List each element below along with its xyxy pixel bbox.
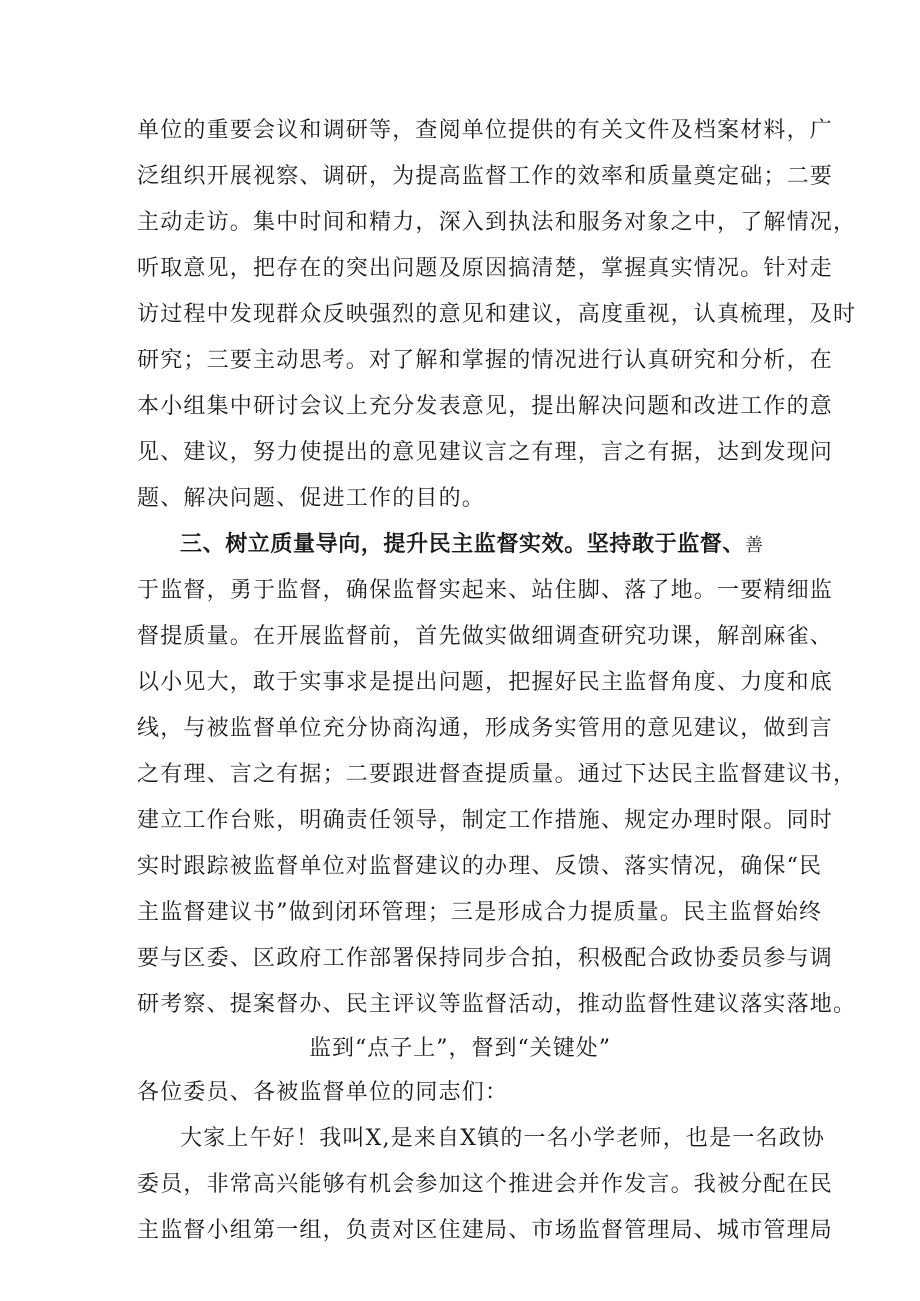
text-line: 单位的重要会议和调研等，查阅单位提供的有关文件及档案材料，广 (137, 118, 834, 143)
text-line: 线，与被监督单位充分协商沟通，形成务实管用的意见建议，做到言 (137, 716, 834, 741)
text-line: 实时跟踪被监督单位对监督建议的办理、反馈、落实情况，确保“民 (137, 854, 823, 879)
text-line: 研考察、提案督办、民主评议等监督活动，推动监督性建议落实落地。 (137, 992, 857, 1017)
text-line: 要与区委、区政府工作部署保持同步合拍，积极配合政协委员参与调 (137, 946, 834, 971)
text-line: 建立工作台账，明确责任领导，制定工作措施、规定办理时限。同时 (137, 808, 834, 833)
text-line: 大家上午好！我叫X,是来自X镇的一名小学老师，也是一名政协 (180, 1126, 826, 1151)
text-line: 主动走访。集中时间和精力，深入到执法和服务对象之中，了解情况， (137, 210, 857, 235)
text-line: 题、解决问题、促进工作的目的。 (137, 486, 486, 511)
text-line: 访过程中发现群众反映强烈的意见和建议，高度重视，认真梳理，及时 (137, 302, 857, 327)
speech-title: 监到“点子上”，督到“关键处” (309, 1036, 611, 1061)
text-line: 之有理、言之有据；二要跟进督查提质量。通过下达民主监督建议书， (137, 762, 857, 787)
text-line: 主监督建议书”做到闭环管理；三是形成合力提质量。民主监督始终 (137, 900, 823, 925)
section-heading-text: 三、树立质量导向，提升民主监督实效。坚持敢于监督、 (180, 532, 746, 557)
text-line: 听取意见，把存在的突出问题及原因搞清楚，掌握真实情况。针对走 (137, 256, 834, 281)
text-line: 见、建议，努力使提出的意见建议言之有理，言之有据，达到发现问 (137, 440, 834, 465)
speech-salutation: 各位委员、各被监督单位的同志们： (137, 1080, 509, 1105)
text-line: 于监督，勇于监督，确保监督实起来、站住脚、落了地。一要精细监 (137, 578, 834, 603)
text-line: 以小见大，敢于实事求是提出问题，把握好民主监督角度、力度和底 (137, 670, 834, 695)
text-line: 委员，非常高兴能够有机会参加这个推进会并作发言。我被分配在民 (137, 1172, 834, 1197)
section-heading (180, 530, 800, 561)
text-line: 督提质量。在开展监督前，首先做实做细调查研究功课，解剖麻雀、 (137, 624, 834, 649)
text-line: 研究；三要主动思考。对了解和掌握的情况进行认真研究和分析，在 (137, 348, 834, 373)
text-line: 本小组集中研讨会议上充分发表意见，提出解决问题和改进工作的意 (137, 394, 834, 419)
section-heading-tail: 善 (745, 535, 764, 556)
text-line: 主监督小组第一组，负责对区住建局、市场监督管理局、城市管理局 (137, 1218, 834, 1243)
text-line: 泛组织开展视察、调研，为提高监督工作的效率和质量奠定础；二要 (137, 164, 834, 189)
